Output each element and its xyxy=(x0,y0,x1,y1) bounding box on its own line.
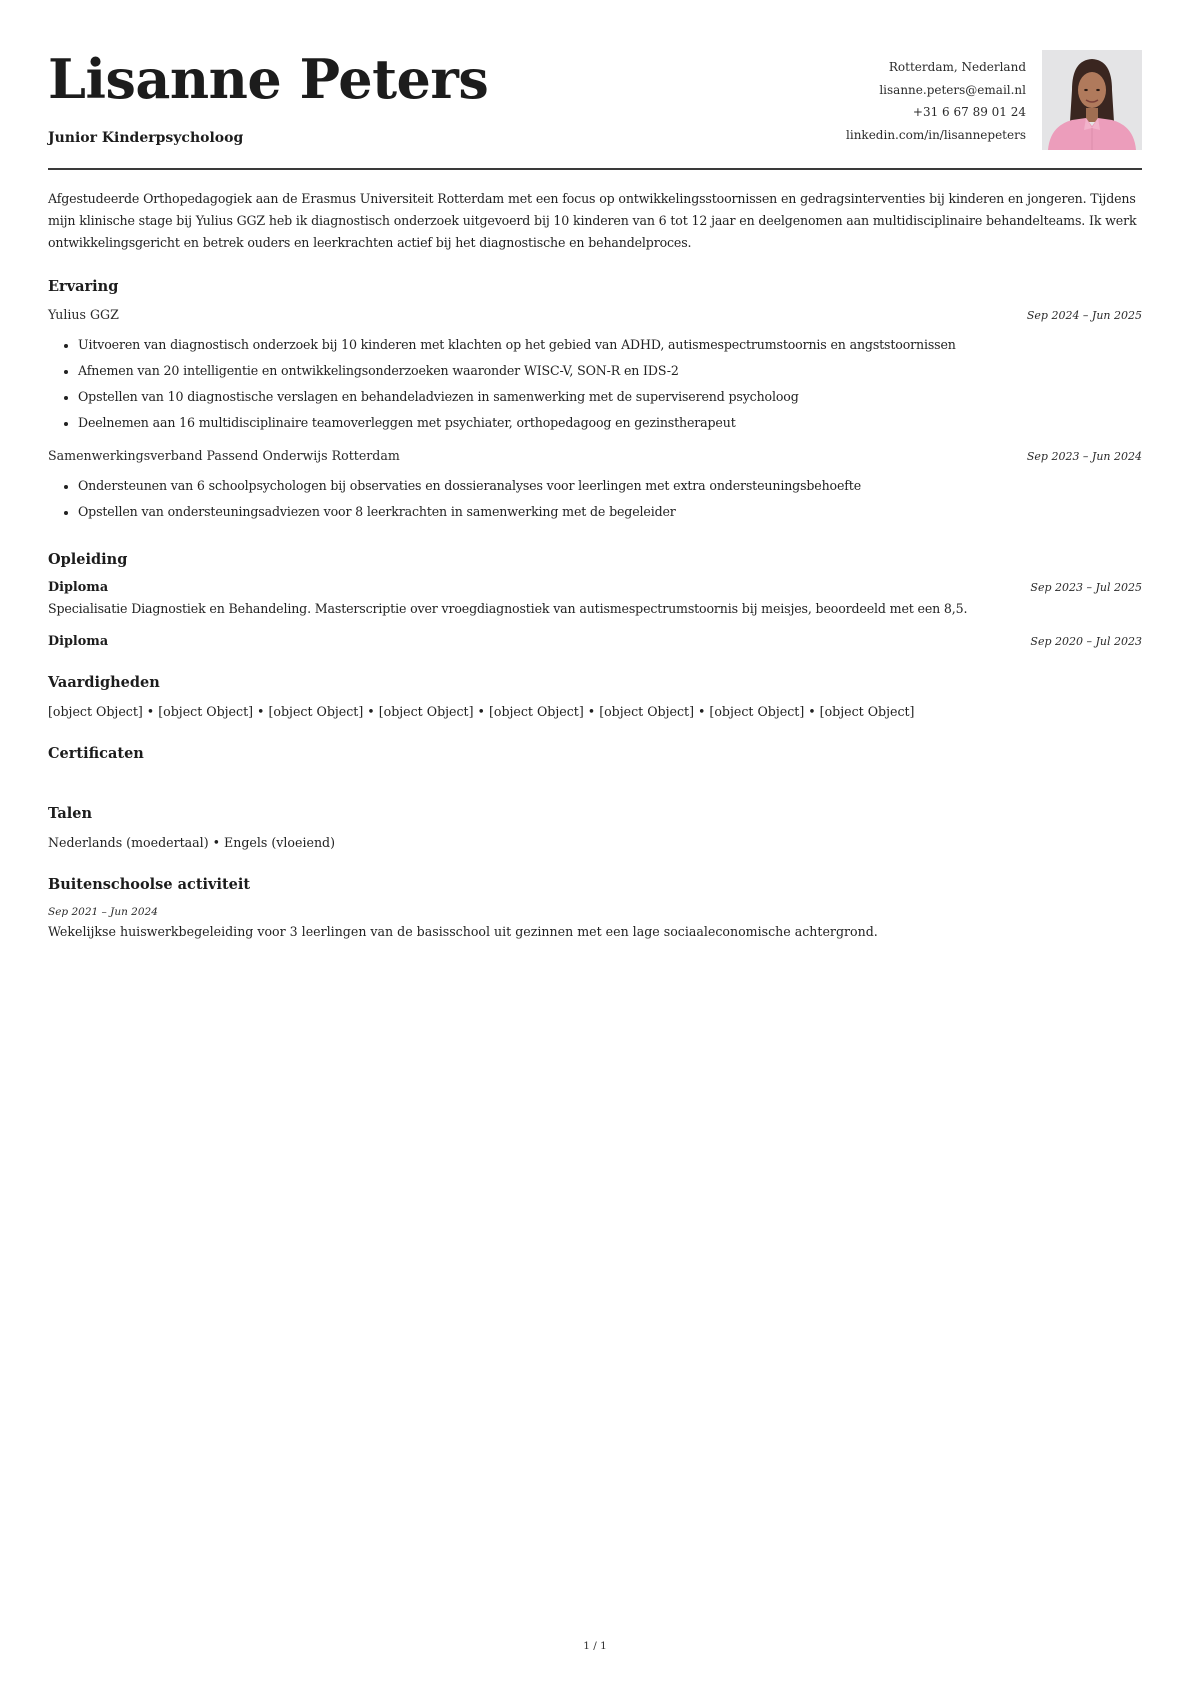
contact-email[interactable]: lisanne.peters@email.nl xyxy=(879,82,1026,97)
section-title-experience: Ervaring xyxy=(48,278,119,295)
education-header xyxy=(48,578,1142,598)
activity-dates: Sep 2021 – Jun 2024 xyxy=(48,906,158,918)
experience-bullet: Deelnemen aan 16 multidisciplinaire teamoverleggen met psychiater, orthopedagoog en gezinstherapeut xyxy=(48,410,1142,436)
contact-linkedin[interactable]: linkedin.com/in/lisannepeters xyxy=(846,127,1026,142)
experience-bullets xyxy=(48,473,1142,525)
experience-dates: Sep 2024 – Jun 2025 xyxy=(1026,309,1142,322)
page-indicator: 1 / 1 xyxy=(583,1640,607,1652)
languages-list: Nederlands (moedertaal) • Engels (vloeiend) xyxy=(48,835,336,850)
section-certificates xyxy=(48,745,1142,791)
header-divider xyxy=(48,168,1142,170)
experience-dates: Sep 2023 – Jun 2024 xyxy=(1026,450,1142,463)
resume-page xyxy=(48,0,1142,943)
experience-bullet: Ondersteunen van 6 schoolpsychologen bij observaties en dossieranalyses voor leerlingen met extra ondersteuningsbehoefte xyxy=(48,473,1142,499)
candidate-name: Lisanne Peters xyxy=(48,47,489,111)
experience-bullet: Afnemen van 20 intelligentie en ontwikkelingsonderzoeken waaronder WISC-V, SON-R en IDS-2 xyxy=(48,358,1142,384)
education-dates: Sep 2020 – Jul 2023 xyxy=(1030,635,1142,648)
experience-bullets xyxy=(48,332,1142,436)
activity-description: Wekelijkse huiswerkbegeleiding voor 3 leerlingen van de basisschool uit gezinnen met een lage sociaaleconomische achtergrond. xyxy=(48,924,878,939)
resume-header xyxy=(48,0,1142,170)
experience-header xyxy=(48,305,1142,326)
education-entry xyxy=(48,578,1142,620)
experience-entry xyxy=(48,446,1142,525)
contact-location: Rotterdam, Nederland xyxy=(888,60,1026,74)
education-degree: Diploma xyxy=(48,580,109,595)
section-title-certificates: Certificaten xyxy=(48,745,144,762)
skills-list: [object Object] • [object Object] • [object Object] • [object Object] • [object Object] • [object Object] • [object Object] • [object Object] xyxy=(48,704,915,719)
section-title-activities: Buitenschoolse activiteit xyxy=(48,876,251,893)
experience-organization: Samenwerkingsverband Passend Onderwijs Rotterdam xyxy=(48,448,400,463)
education-degree: Diploma xyxy=(48,634,109,649)
section-experience xyxy=(48,278,1142,525)
experience-entry xyxy=(48,305,1142,436)
job-title: Junior Kinderpsycholoog xyxy=(48,130,244,146)
section-skills xyxy=(48,674,1142,723)
section-title-education: Opleiding xyxy=(48,551,128,568)
experience-header xyxy=(48,446,1142,467)
experience-organization: Yulius GGZ xyxy=(48,307,119,322)
contact-info xyxy=(846,56,1026,146)
education-dates: Sep 2023 – Jul 2025 xyxy=(1030,581,1142,594)
profile-summary: Afgestudeerde Orthopedagogiek aan de Erasmus Universiteit Rotterdam met een focus op ontwikkelingsstoornissen en gedragsinterventies bij kinderen en jongeren. Tijdens mijn klinische stage bij Yulius GGZ heb ik diagnostisch onderzoek uitgevoerd bij 10 kinderen van 6 tot 12 jaar en deelgenomen aan multidisciplinaire behandelteams. Ik werk ontwikkelingsgericht en betrek ouders en leerkrachten actief bij het diagnostische en behandelproces. xyxy=(48,191,1137,250)
section-title-skills: Vaardigheden xyxy=(48,674,160,691)
education-header xyxy=(48,632,1142,652)
contact-phone: +31 6 67 89 01 24 xyxy=(912,105,1026,119)
section-languages xyxy=(48,805,1142,854)
profile-photo-illustration xyxy=(1042,50,1142,150)
profile-photo xyxy=(1042,50,1142,150)
education-description: Specialisatie Diagnostiek en Behandeling. Masterscriptie over vroegdiagnostiek van autismespectrumstoornis bij meisjes, beoordeeld met een 8,5. xyxy=(48,601,968,616)
section-title-languages: Talen xyxy=(48,805,93,822)
experience-bullet: Opstellen van ondersteuningsadviezen voor 8 leerkrachten in samenwerking met de begeleider xyxy=(48,499,1142,525)
section-activities xyxy=(48,876,1142,943)
experience-bullet: Uitvoeren van diagnostisch onderzoek bij 10 kinderen met klachten op het gebied van ADHD, autismespectrumstoornis en angststoornissen xyxy=(48,332,1142,358)
education-entry xyxy=(48,632,1142,652)
section-education xyxy=(48,551,1142,652)
experience-bullet: Opstellen van 10 diagnostische verslagen en behandeladviezen in samenwerking met de superviserend psycholoog xyxy=(48,384,1142,410)
